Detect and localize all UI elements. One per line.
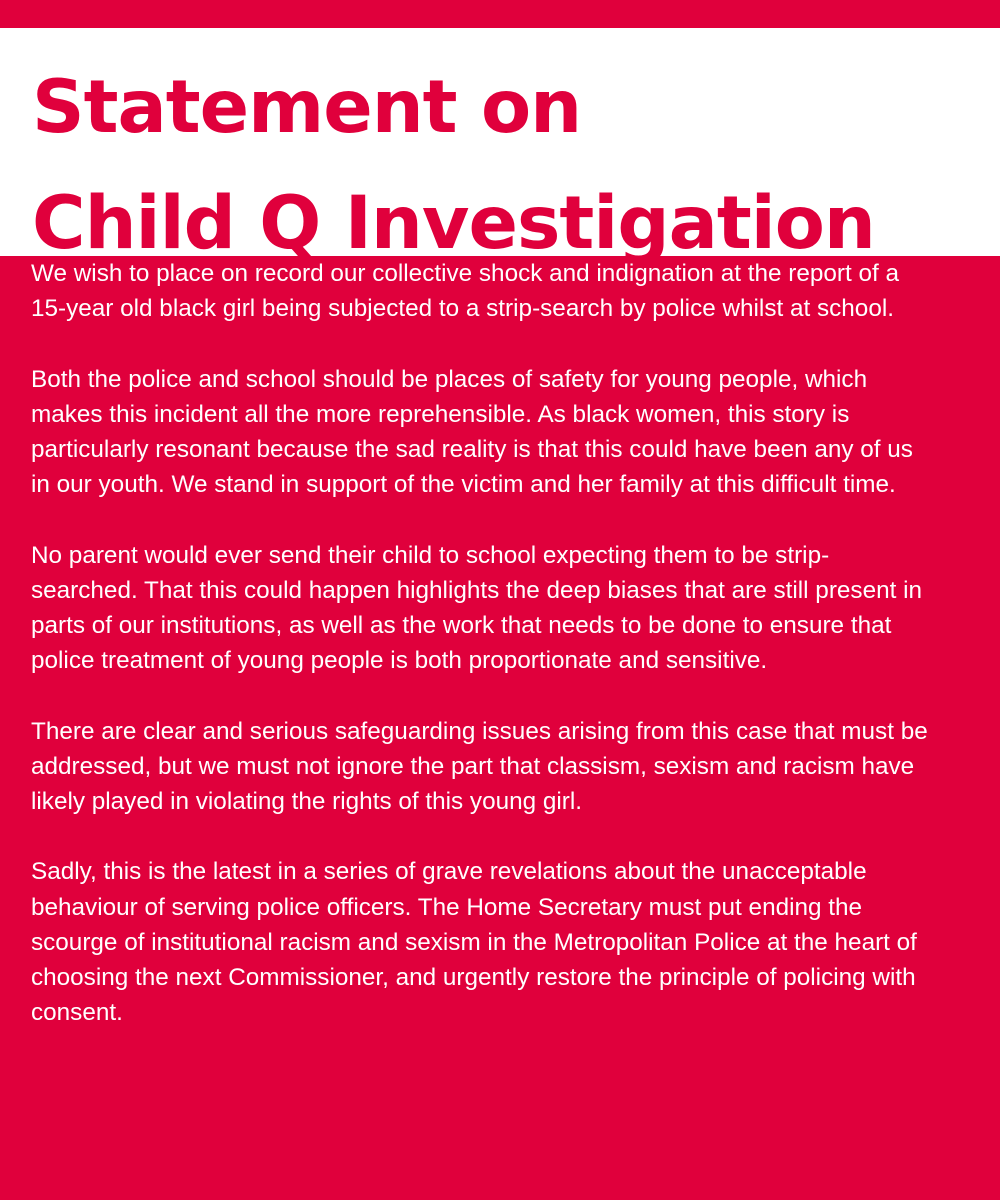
statement-body	[31, 256, 931, 1030]
title-band	[0, 28, 1000, 266]
paragraph-1: We wish to place on record our collective shock and indignation at the report of a 15-year old black girl being subjected to a strip-search by police whilst at school.	[31, 260, 899, 323]
top-accent-strip	[0, 0, 1000, 28]
title-line-1: Statement on	[32, 65, 582, 150]
paragraph-4: There are clear and serious safeguarding issues arising from this case that must be addressed, but we must not ignore the part that classism, sexism and racism have likely played in violating the rights of this young girl.	[31, 717, 928, 815]
paragraph-2: Both the police and school should be places of safety for young people, which makes this incident all the more reprehensible. As black women, this story is particularly resonant because the sad reality is that this could have been any of us in our youth. We stand in support of the victim and her family at this difficult time.	[31, 365, 913, 499]
page-title	[32, 50, 875, 282]
title-line-2: Child Q Investigation	[32, 181, 875, 266]
paragraph-5: Sadly, this is the latest in a series of grave revelations about the unacceptable behaviour of serving police officers. The Home Secretary must put ending the scourge of institutional racism and sexism in the Metropolitan Police at the heart of choosing the next Commissioner, and urgently restore the principle of policing with consent.	[31, 858, 917, 1027]
paragraph-3: No parent would ever send their child to school expecting them to be strip-searched. That this could happen highlights the deep biases that are still present in parts of our institutions, as well as the work that needs to be done to ensure that police treatment of young people is both proportionate and sensitive.	[31, 541, 923, 675]
